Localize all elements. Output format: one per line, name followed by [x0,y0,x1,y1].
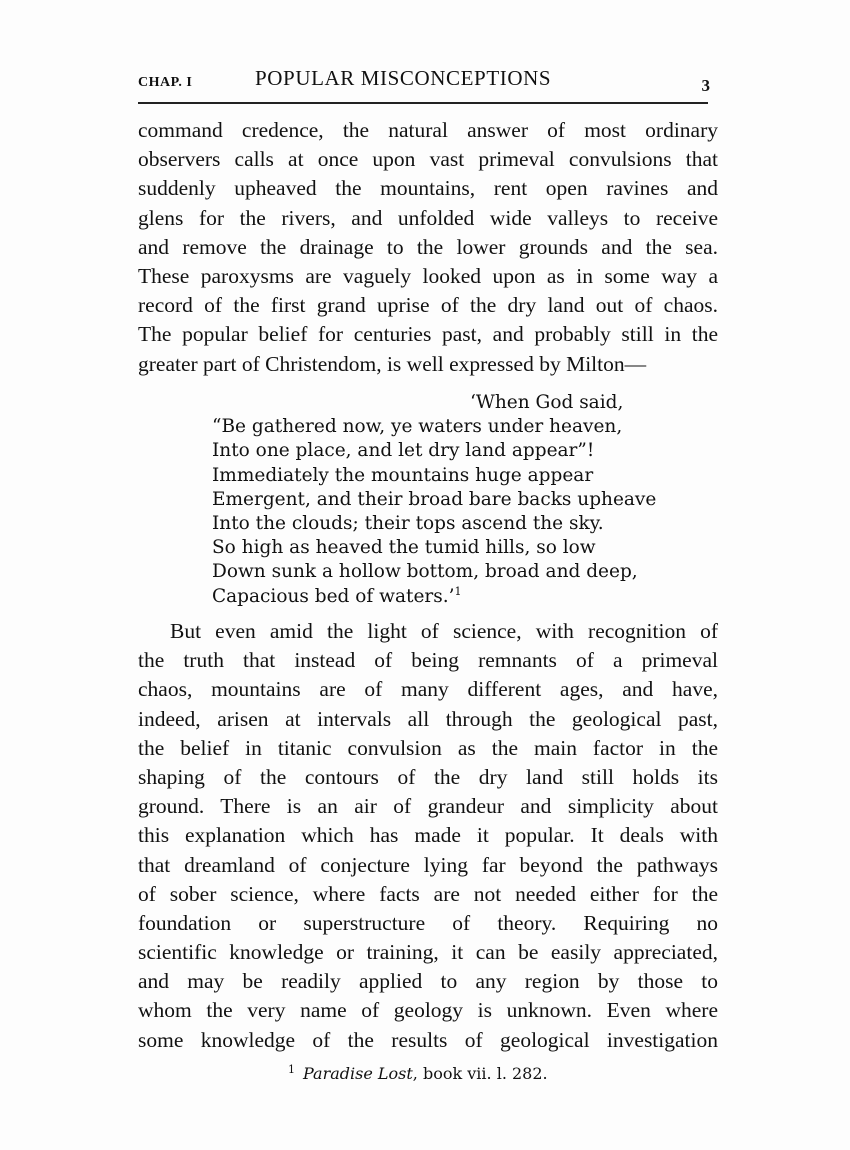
text-line: indeed, arisen at intervals all through the geological past, [138,706,718,731]
text-line: command credence, the natural answer of most ordinary [138,118,718,142]
running-title: POPULAR MISCONCEPTIONS [255,66,552,90]
text-line: chaos, mountains are of many different ages, and have, [138,677,718,702]
paragraph-2 [138,617,718,1055]
text-line: the truth that instead of being remnants of a primeval [138,648,718,673]
text-line: record of the first grand uprise of the dry land out of chaos. [138,293,718,318]
paragraph-1 [138,116,718,379]
running-head [138,66,710,96]
text-line: suddenly upheaved the mountains, rent open ravines and [138,176,718,201]
text-line: that dreamland of conjecture lying far beyond the pathways [138,852,718,877]
poem-line-last [212,585,652,609]
poem-line: Immediately the mountains huge appear [212,464,594,486]
footnote [288,1063,548,1083]
text-line: greater part of Christendom, is well expressed by Milton— [138,351,647,376]
text-line: whom the very name of geology is unknown. Even where [138,998,718,1023]
footnote-reference[interactable]: 1 [454,584,462,598]
poem-line: Emergent, and their broad bare backs upheave [212,488,657,510]
text-line: ground. There is an air of grandeur and simplicity about [138,794,718,819]
poem-line: “Be gathered now, ye waters under heaven, [212,416,623,438]
poem-line: So high as heaved the tumid hills, so low [212,537,596,559]
text-line: observers calls at once upon vast primeval convulsions that [138,147,718,172]
text-line: glens for the rivers, and unfolded wide valleys to receive [138,205,718,230]
page-number: 3 [701,76,710,95]
header-rule [138,102,708,104]
text-line: shaping of the contours of the dry land still holds its [138,764,718,789]
text-line: and remove the drainage to the lower grounds and the sea. [138,234,718,259]
text-line: But even amid the light of science, with recognition of [170,619,718,643]
text-line: of sober science, where facts are not needed either for the [138,881,718,906]
text-line: These paroxysms are vaguely looked upon as in some way a [138,263,718,288]
text-line: The popular belief for centuries past, and probably still in the [138,322,718,347]
chapter-label: CHAP. I [138,75,193,90]
poem-line: Into the clouds; their tops ascend the sky. [212,512,604,534]
text-line: and may be readily applied to any region by those to [138,969,718,994]
text-line: foundation or superstructure of theory. Requiring no [138,910,718,935]
poem-line: Into one place, and let dry land appear”! [212,440,595,462]
milton-quotation [212,391,657,609]
footnote-citation: , book vii. l. 282. [412,1064,548,1083]
poem-line-text: Capacious bed of waters.’ [212,585,455,607]
text-line: scientific knowledge or training, it can be easily appreciated, [138,940,718,965]
text-line: this explanation which has made it popular. It deals with [138,823,718,848]
text-line: the belief in titanic convulsion as the main factor in the [138,735,718,760]
footnote-work-title: Paradise Lost [303,1064,413,1083]
poem-line: Down sunk a hollow bottom, broad and deep, [212,561,638,583]
footnote-marker: 1 [288,1063,295,1076]
poem-line: ‘When God said, [470,392,624,413]
text-line: some knowledge of the results of geological investigation [138,1027,718,1052]
